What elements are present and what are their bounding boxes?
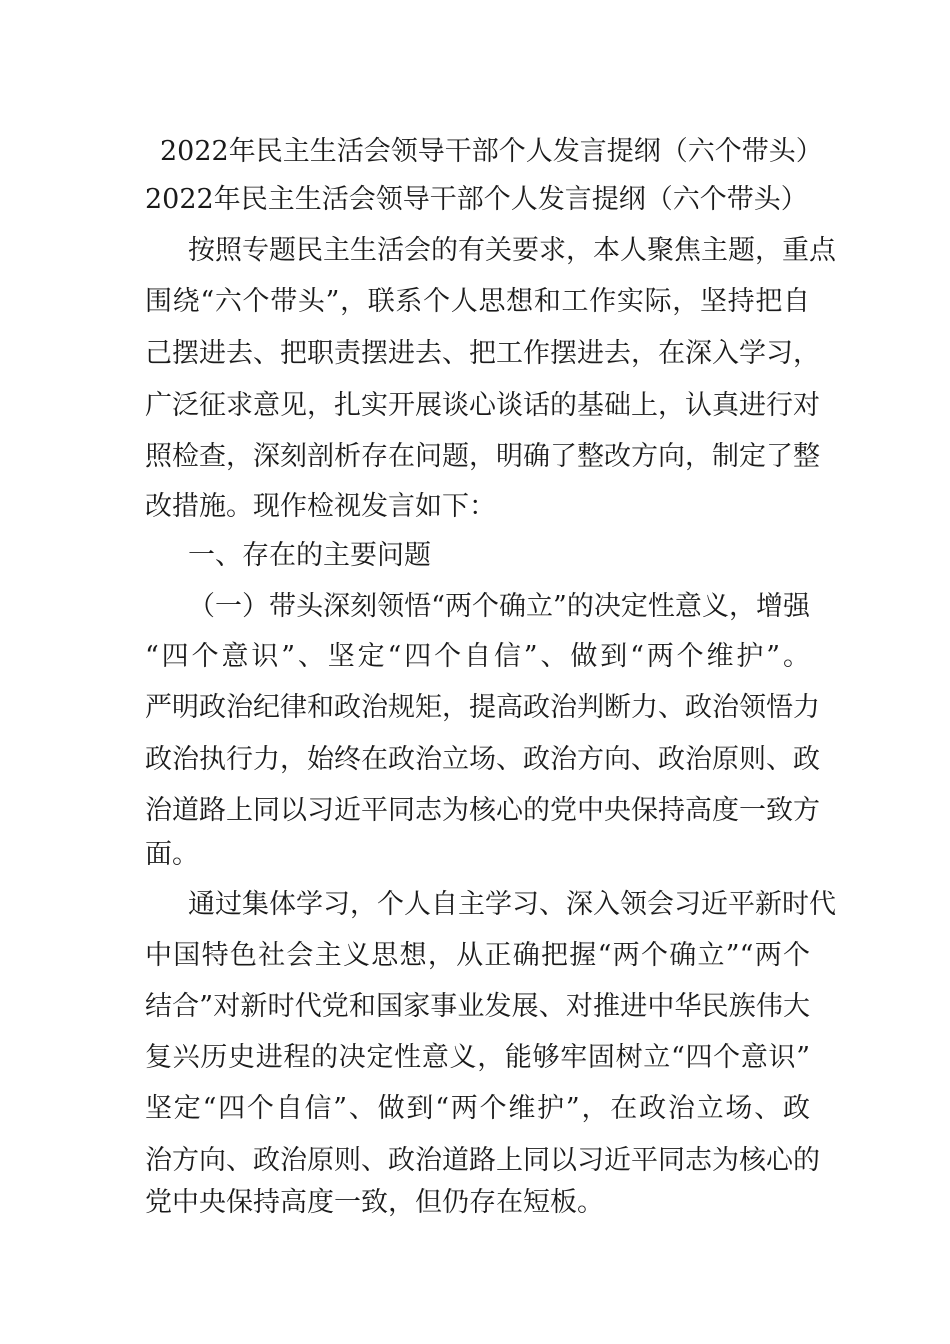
subsection-line-6: 面。 — [145, 839, 199, 870]
intro-line-5: 照检查，深刻剖析存在问题，明确了整改方向，制定了整 — [145, 441, 820, 472]
body-line-7: 党中央保持高度一致，但仍存在短板。 — [145, 1187, 604, 1218]
document-title-line-1: 2022年民主生活会领导干部个人发言提纲（六个带头） — [160, 136, 823, 167]
body-line-2: 中国特色社会主义思想，从正确把握“两个确立”“两个 — [145, 940, 810, 971]
subsection-line-2: “四个意识”、坚定“四个自信”、做到“两个维护”。 — [145, 641, 810, 672]
intro-line-4: 广泛征求意见，扎实开展谈心谈话的基础上，认真进行对 — [145, 390, 820, 421]
intro-line-2: 围绕“六个带头”，联系个人思想和工作实际，坚持把自 — [145, 286, 810, 317]
intro-line-3: 己摆进去、把职责摆进去、把工作摆进去，在深入学习， — [145, 338, 820, 369]
intro-line-1: 按照专题民主生活会的有关要求，本人聚焦主题，重点 — [188, 235, 836, 266]
section-heading: 一、存在的主要问题 — [188, 540, 431, 571]
subsection-line-3: 严明政治纪律和政治规矩，提高政治判断力、政治领悟力 — [145, 692, 820, 723]
body-line-5: 坚定“四个自信”、做到“两个维护”，在政治立场、政 — [145, 1093, 810, 1124]
subsection-line-5: 治道路上同以习近平同志为核心的党中央保持高度一致方 — [145, 795, 820, 826]
body-line-1: 通过集体学习，个人自主学习、深入领会习近平新时代 — [188, 889, 836, 920]
intro-line-6: 改措施。现作检视发言如下： — [145, 491, 496, 522]
subsection-line-1: （一）带头深刻领悟“两个确立”的决定性意义，增强 — [188, 591, 810, 622]
document-title-line-2: 2022年民主生活会领导干部个人发言提纲（六个带头） — [145, 184, 808, 215]
body-line-3: 结合”对新时代党和国家事业发展、对推进中华民族伟大 — [145, 991, 810, 1022]
body-line-4: 复兴历史进程的决定性意义，能够牢固树立“四个意识” — [145, 1042, 810, 1073]
subsection-line-4: 政治执行力，始终在政治立场、政治方向、政治原则、政 — [145, 744, 820, 775]
body-line-6: 治方向、政治原则、政治道路上同以习近平同志为核心的 — [145, 1145, 820, 1176]
